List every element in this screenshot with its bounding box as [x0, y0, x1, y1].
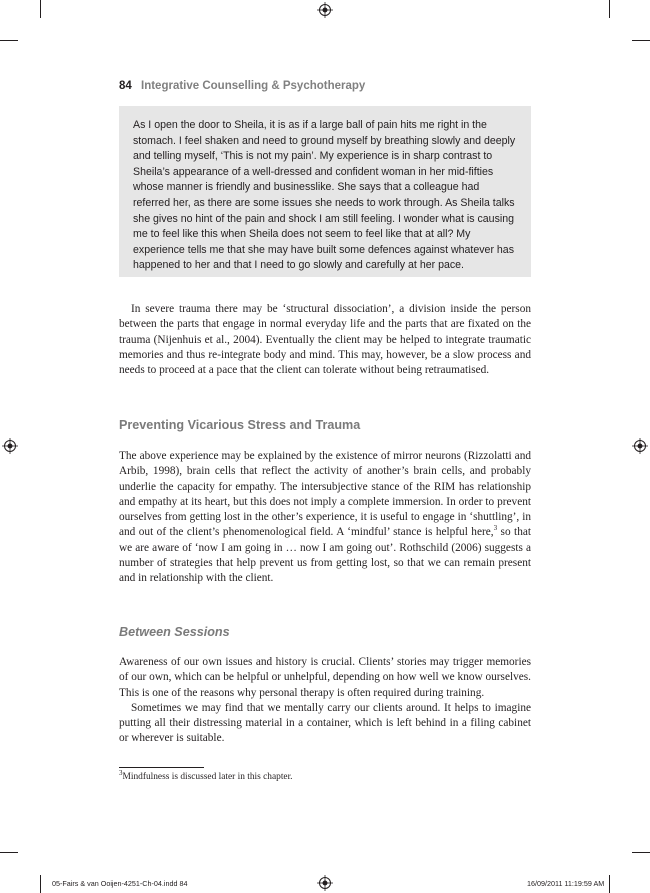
body-section-2: [119, 449, 531, 587]
crop-mark: [632, 40, 650, 41]
running-header: [119, 80, 365, 92]
body-section-3: [119, 655, 531, 747]
crop-mark: [609, 875, 610, 893]
footnote-reference[interactable]: 3: [493, 524, 498, 533]
body-section-1: [119, 302, 531, 378]
footnote-rule: [119, 767, 204, 768]
section-heading: Preventing Vicarious Stress and Trauma: [119, 418, 361, 432]
paragraph-text: so that we are aware of ‘now I am going in … now I am going out’. Rothschild (2006) suggests a number of strategies that help prevent us from getting lost, so that we can remain present and in relationship with the client.: [119, 526, 531, 585]
slug-filename: 05-Fairs & van Ooijen-4251-Ch-04.indd 84: [52, 879, 188, 888]
paragraph: Awareness of our own issues and history is crucial. Clients’ stories may trigger memories of our own, which can be helpful or unhelpful, depending on how well we know ourselves. This is one of the reasons why personal therapy is often required during training.: [119, 656, 531, 699]
registration-mark-icon: [317, 2, 333, 18]
paragraph: [119, 449, 531, 587]
case-vignette-box: [119, 106, 531, 277]
footnote: [119, 768, 293, 782]
crop-mark: [632, 852, 650, 853]
paragraph-text: The above experience may be explained by the existence of mirror neurons (Rizzolatti and Arbib, 1998), brain cells that reflect the activity of another’s brain cells, and probably underlie the capacity for empathy. The intersubjective stance of the RIM has relationship and empathy at its heart, but this does not imply a complete immersion. In order to prevent ourselves from getting lost in the other’s experience, it is useful to engage in ‘shuttling’, in and out of the client’s phenomenological field. A ‘mindful’ stance is helpful here,: [119, 450, 531, 539]
crop-mark: [609, 0, 610, 18]
crop-mark: [40, 875, 41, 893]
footnote-marker: 3: [119, 768, 123, 777]
crop-mark: [0, 852, 18, 853]
page-number: 84: [119, 80, 132, 92]
crop-mark: [40, 0, 41, 18]
registration-mark-icon: [317, 875, 333, 891]
subsection-heading: Between Sessions: [119, 625, 230, 639]
running-title: Integrative Counselling & Psychotherapy: [141, 80, 366, 92]
paragraph: In severe trauma there may be ‘structural dissociation’, a division inside the person between the parts that engage in normal everyday life and the parts that are fixated on the trauma (Nijenhuis et al., 2004). Eventually the client may be helped to integrate traumatic memories and thus re-integrate body and mind. This may, however, be a slow process and needs to proceed at a pace that the client can tolerate without being retraumatised.: [119, 303, 531, 377]
paragraph: Sometimes we may find that we mentally carry our clients around. It helps to imagine putting all their distressing material in a container, which is left behind in a filing cabinet or wherever is suitable.: [119, 701, 531, 745]
registration-mark-icon: [2, 438, 18, 454]
slug-datetime: 16/09/2011 11:19:59 AM: [527, 879, 605, 888]
registration-mark-icon: [632, 438, 648, 454]
case-vignette-text: As I open the door to Sheila, it is as if a large ball of pain hits me right in the stomach. I feel shaken and need to ground myself by breathing slowly and deeply and telling myself, ‘This is not my pain’. My experience is in sharp contrast to Sheila’s appearance of a well-dressed and confident woman in her mid-fifties whose manner is friendly and businesslike. She says that a colleague had referred her, as there are some issues she needs to work through. As Sheila talks she gives no hint of the pain and shock I am still feeling. I wonder what is causing me to feel like this when Sheila does not seem to feel like that at all? My experience tells me that she may have built some defences against whatever has happened to her and that I need to go slowly and carefully at her pace.: [133, 119, 516, 272]
footnote-text: Mindfulness is discussed later in this chapter.: [122, 772, 293, 782]
crop-mark: [0, 40, 18, 41]
